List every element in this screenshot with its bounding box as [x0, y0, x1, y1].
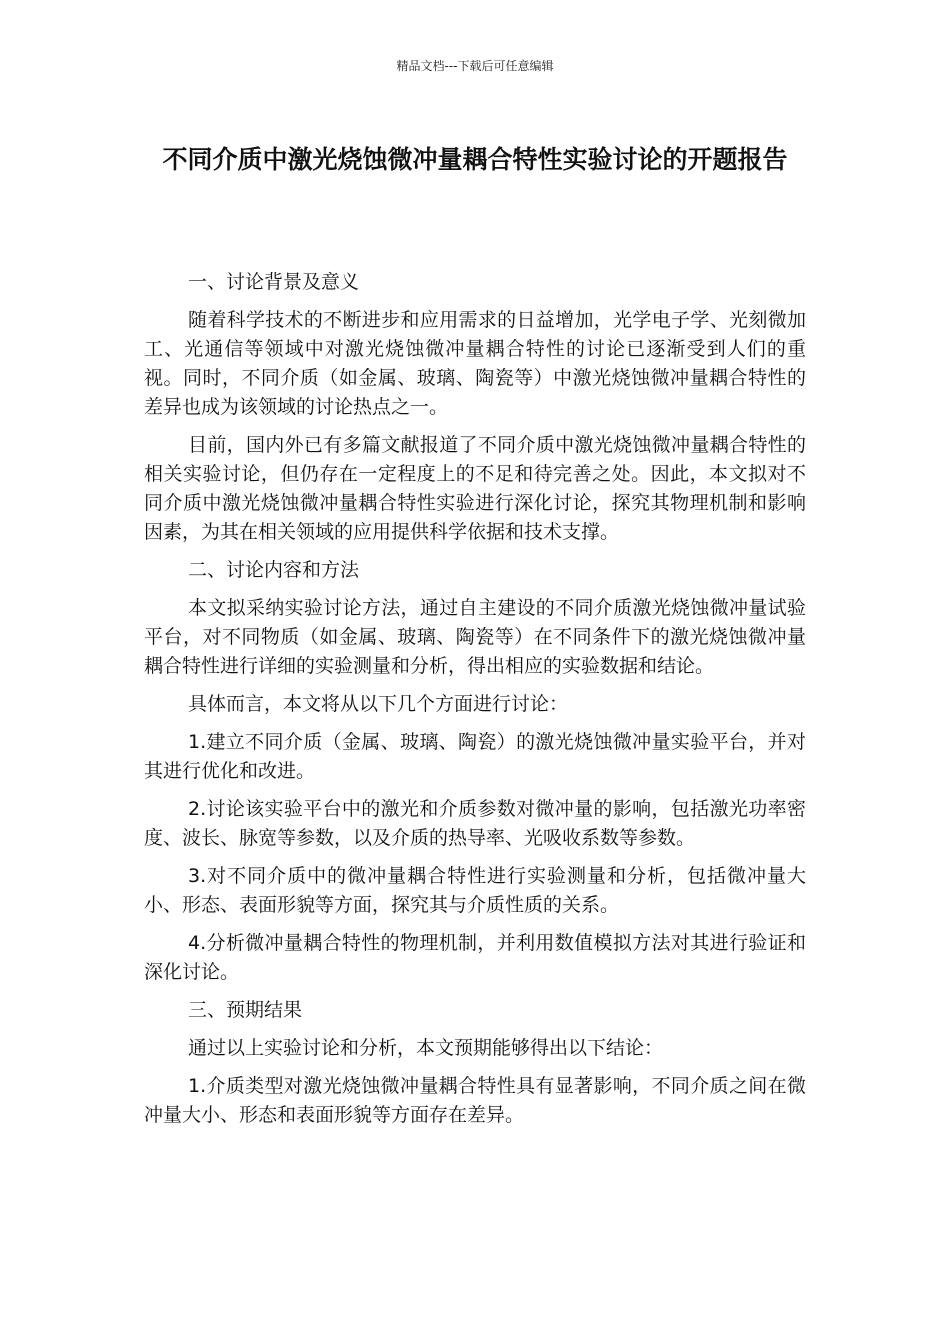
list-item-4: 4.分析微冲量耦合特性的物理机制，并利用数值模拟方法对其进行验证和深化讨论。: [144, 932, 806, 983]
list-item-2: 2.讨论该实验平台中的激光和介质参数对微冲量的影响，包括激光功率密度、波长、脉宽等参数，以及介质的热导率、光吸收系数等参数。: [144, 798, 806, 849]
paragraph-method-1: 本文拟采纳实验讨论方法，通过自主建设的不同介质激光烧蚀微冲量试验平台，对不同物质（如金属、玻璃、陶瓷等）在不同条件下的激光烧蚀微冲量耦合特性进行详细的实验测量和分析，得出相应的实验数据和结论。: [144, 597, 806, 677]
section-heading-expected-results: 三、预期结果: [188, 999, 303, 1021]
list-item-3: 3.对不同介质中的微冲量耦合特性进行实验测量和分析，包括微冲量大小、形态、表面形貌等方面，探究其与介质性质的关系。: [144, 865, 806, 916]
paragraph-results-intro: 通过以上实验讨论和分析，本文预期能够得出以下结论：: [188, 1037, 664, 1059]
document-body: [144, 268, 806, 1139]
section-heading-background: 一、讨论背景及意义: [188, 271, 360, 293]
paragraph-background-2: 目前，国内外已有多篇文献报道了不同介质中激光烧蚀微冲量耦合特性的相关实验讨论，但仍存在一定程度上的不足和待完善之处。因此，本文拟对不同介质中激光烧蚀微冲量耦合特性实验进行深化讨论，探究其物理机制和影响因素，为其在相关领域的应用提供科学依据和技术支撑。: [144, 434, 806, 543]
page-header: 精品文档---下载后可任意编辑: [396, 59, 554, 73]
section-heading-content-method: 二、讨论内容和方法: [188, 559, 360, 581]
document-title: 不同介质中激光烧蚀微冲量耦合特性实验讨论的开题报告: [162, 145, 788, 174]
result-item-1: 1.介质类型对激光烧蚀微冲量耦合特性具有显著影响，不同介质之间在微冲量大小、形态和表面形貌等方面存在差异。: [144, 1075, 806, 1126]
paragraph-background-1: 随着科学技术的不断进步和应用需求的日益增加，光学电子学、光刻微加工、光通信等领域中对激光烧蚀微冲量耦合特性的讨论已逐渐受到人们的重视。同时，不同介质（如金属、玻璃、陶瓷等）中激光烧蚀微冲量耦合特性的差异也成为该领域的讨论热点之一。: [144, 309, 806, 418]
list-item-1: 1.建立不同介质（金属、玻璃、陶瓷）的激光烧蚀微冲量实验平台，并对其进行优化和改进。: [144, 731, 806, 782]
paragraph-method-2: 具体而言，本文将从以下几个方面进行讨论：: [188, 693, 569, 715]
